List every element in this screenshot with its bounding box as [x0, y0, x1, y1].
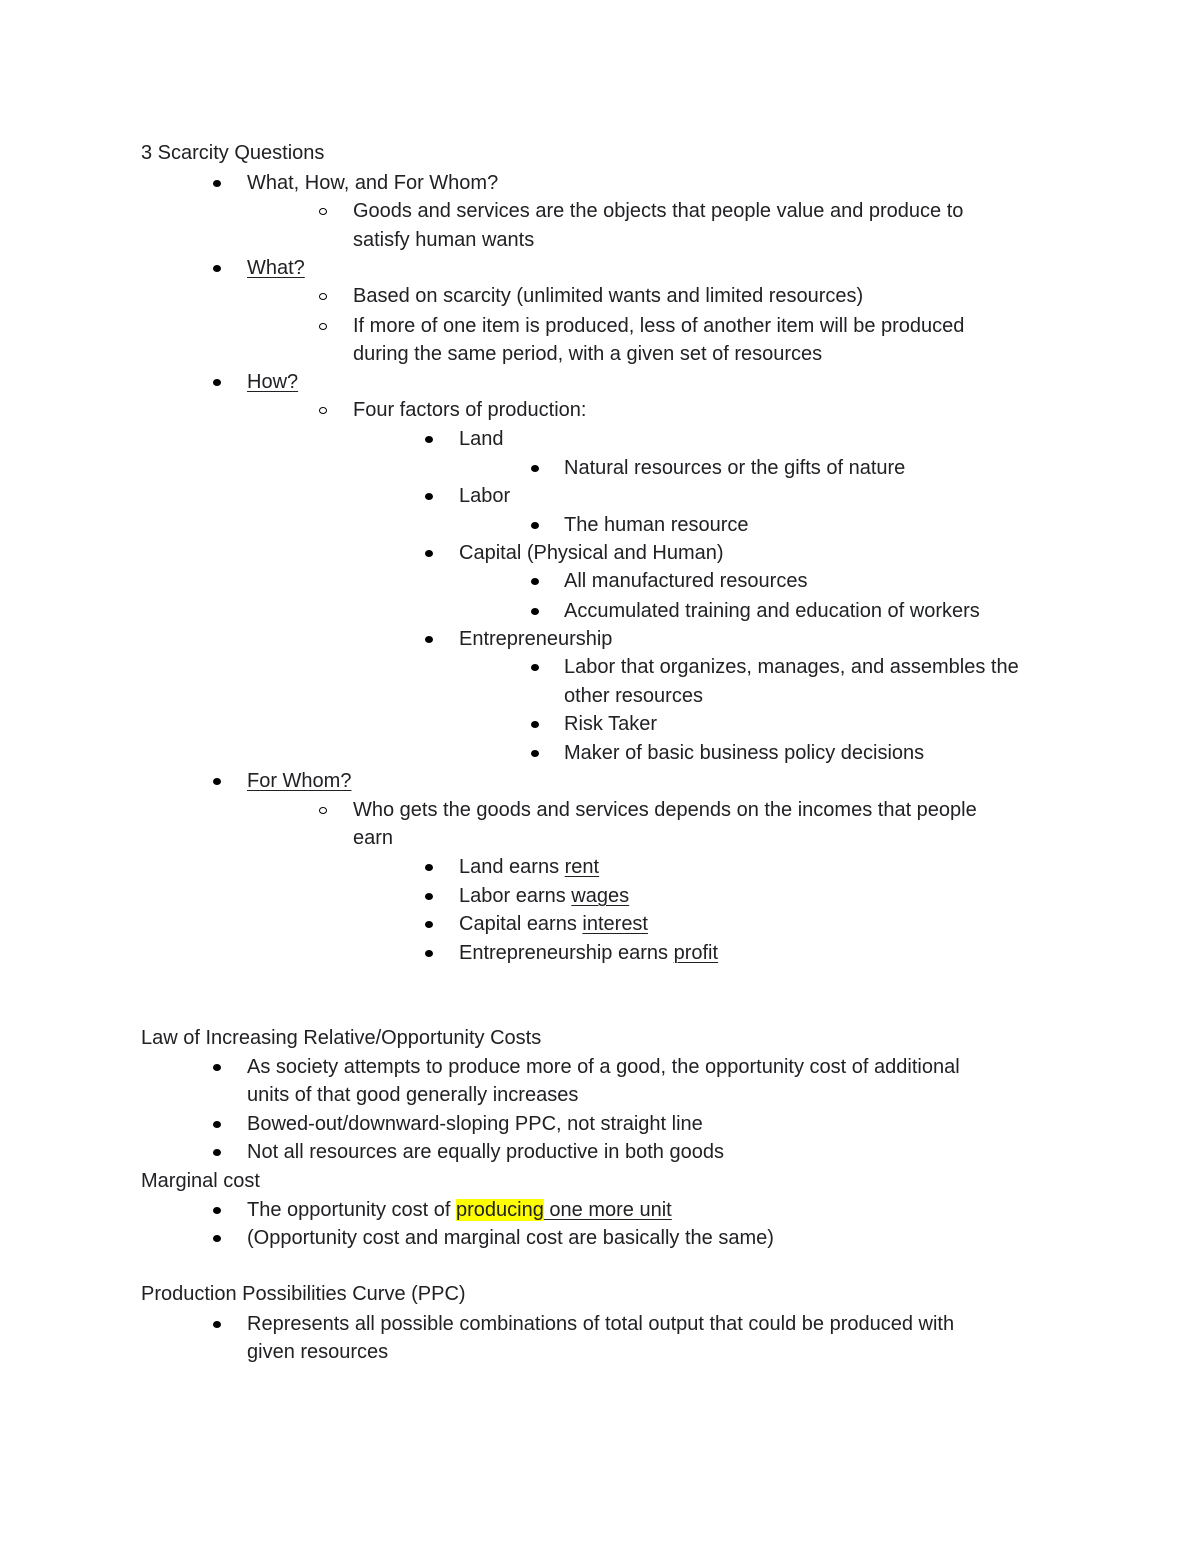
factor-detail: Labor that organizes, manages, and assembles the: [564, 656, 1019, 678]
bullet-disc-icon: [425, 550, 433, 557]
list-item: [247, 1198, 672, 1222]
bullet-disc-icon: [425, 493, 433, 500]
factor-name: Land: [459, 428, 504, 450]
list-item: Goods and services are the objects that people value and produce to: [353, 200, 964, 222]
list-item-continuation: units of that good generally increases: [247, 1084, 579, 1106]
earnings-term: wages: [571, 885, 630, 907]
bullet-disc-icon: [531, 578, 539, 585]
earnings-prefix: Labor earns: [459, 885, 572, 907]
bullet-disc-icon: [213, 778, 221, 785]
factor-detail: Natural resources or the gifts of nature: [564, 457, 906, 479]
bullet-disc-icon: [213, 1321, 221, 1328]
bullet-disc-icon: [425, 864, 433, 871]
earnings-term: profit: [673, 942, 719, 964]
bullet-disc-icon: [531, 465, 539, 472]
list-item: Represents all possible combinations of total output that could be produced with: [247, 1313, 955, 1335]
subheading-what: What?: [247, 257, 305, 279]
bullet-disc-icon: [213, 265, 221, 272]
bullet-disc-icon: [213, 1064, 221, 1071]
section-heading-marginal: Marginal cost: [141, 1170, 260, 1192]
bullet-circle-icon: [319, 407, 327, 414]
list-item-continuation: satisfy human wants: [353, 229, 535, 251]
list-item: Based on scarcity (unlimited wants and limited resources): [353, 285, 864, 307]
bullet-disc-icon: [425, 636, 433, 643]
factor-name: Labor: [459, 485, 511, 507]
list-item: Who gets the goods and services depends on the incomes that people: [353, 799, 977, 821]
bullet-disc-icon: [531, 750, 539, 757]
earnings-term: rent: [564, 856, 600, 878]
bullet-circle-icon: [319, 323, 327, 330]
earnings-term: interest: [582, 913, 648, 935]
section-heading-ppc: Production Possibilities Curve (PPC): [141, 1283, 466, 1305]
list-item-continuation: earn: [353, 827, 394, 849]
bullet-disc-icon: [213, 1149, 221, 1156]
bullet-disc-icon: [213, 1121, 221, 1128]
underlined-term: one more unit: [549, 1199, 672, 1221]
bullet-disc-icon: [425, 950, 433, 957]
earnings-item: [459, 855, 599, 879]
earnings-item: [459, 884, 629, 908]
list-item: What, How, and For Whom?: [247, 172, 499, 194]
bullet-circle-icon: [319, 807, 327, 814]
list-item: Not all resources are equally productive in both goods: [247, 1141, 724, 1163]
bullet-disc-icon: [531, 608, 539, 615]
marginal-prefix: The opportunity cost of: [247, 1199, 457, 1221]
bullet-circle-icon: [319, 208, 327, 215]
bullet-disc-icon: [213, 180, 221, 187]
list-item: Bowed-out/downward-sloping PPC, not straight line: [247, 1113, 703, 1135]
list-item: If more of one item is produced, less of another item will be produced: [353, 315, 965, 337]
section-heading-scarcity: 3 Scarcity Questions: [141, 142, 325, 164]
factor-name: Capital (Physical and Human): [459, 542, 724, 564]
factor-detail-continuation: other resources: [564, 685, 703, 707]
list-item: (Opportunity cost and marginal cost are basically the same): [247, 1227, 774, 1249]
earnings-item: [459, 912, 648, 936]
bullet-disc-icon: [425, 921, 433, 928]
earnings-prefix: Land earns: [459, 856, 565, 878]
highlighted-term: producing: [456, 1199, 544, 1221]
factor-name: Entrepreneurship: [459, 628, 613, 650]
factor-detail: The human resource: [564, 514, 749, 536]
bullet-disc-icon: [531, 664, 539, 671]
list-item-continuation: during the same period, with a given set of resources: [353, 343, 823, 365]
bullet-circle-icon: [319, 293, 327, 300]
bullet-disc-icon: [425, 436, 433, 443]
factor-detail: Maker of basic business policy decisions: [564, 742, 925, 764]
factor-detail: Risk Taker: [564, 713, 657, 735]
subheading-for-whom: For Whom?: [247, 770, 352, 792]
factor-detail: Accumulated training and education of workers: [564, 600, 980, 622]
bullet-disc-icon: [213, 1207, 221, 1214]
list-item: Four factors of production:: [353, 399, 587, 421]
bullet-disc-icon: [213, 1235, 221, 1242]
earnings-item: [459, 941, 718, 965]
earnings-prefix: Entrepreneurship earns: [459, 942, 674, 964]
bullet-disc-icon: [531, 721, 539, 728]
subheading-how: How?: [247, 371, 299, 393]
earnings-prefix: Capital earns: [459, 913, 583, 935]
list-item: As society attempts to produce more of a good, the opportunity cost of additional: [247, 1056, 960, 1078]
list-item-continuation: given resources: [247, 1341, 389, 1363]
bullet-disc-icon: [213, 379, 221, 386]
bullet-disc-icon: [531, 522, 539, 529]
bullet-disc-icon: [425, 893, 433, 900]
section-heading-law: Law of Increasing Relative/Opportunity Costs: [141, 1027, 542, 1049]
factor-detail: All manufactured resources: [564, 570, 808, 592]
